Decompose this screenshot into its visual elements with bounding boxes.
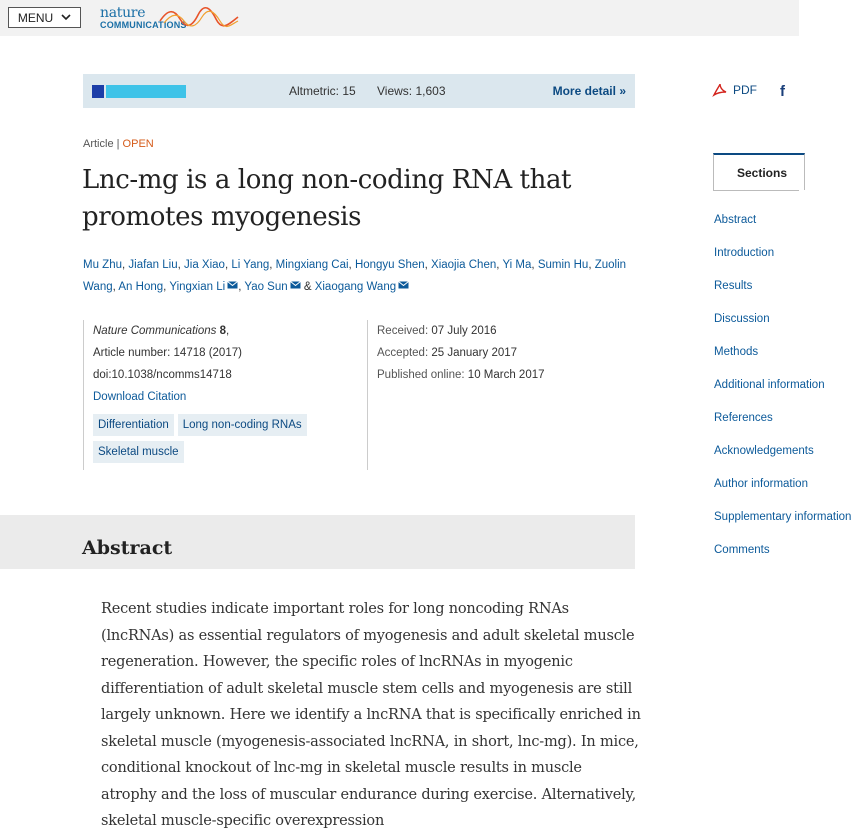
sections-tab[interactable] — [713, 153, 805, 190]
logo-nature-text: nature — [100, 5, 146, 21]
views-count: Views: 1,603 — [377, 84, 446, 98]
author-separator: , — [238, 281, 245, 293]
author-link[interactable]: Jia Xiao — [184, 259, 225, 271]
author-separator: , — [588, 259, 595, 271]
open-access-badge: OPEN — [122, 138, 154, 150]
altmetric-badge-bar — [106, 85, 186, 98]
nature-communications-logo[interactable] — [100, 5, 240, 31]
author-separator: , — [531, 259, 538, 271]
article-title: Lnc-mg is a long non-coding RNA that promotes myogenesis — [82, 165, 572, 232]
author-link[interactable]: Mu Zhu — [83, 259, 122, 271]
author-separator: , — [122, 259, 129, 271]
chevron-down-icon — [61, 14, 71, 21]
author-separator: , — [424, 259, 432, 271]
received-label: Received: — [377, 325, 429, 337]
author-link[interactable]: Yi Ma — [502, 259, 532, 271]
section-link[interactable]: References — [714, 412, 773, 424]
download-citation-link[interactable]: Download Citation — [93, 391, 187, 403]
article-type-label: Article — [83, 138, 114, 150]
email-icon[interactable] — [290, 281, 301, 289]
section-link[interactable]: Additional information — [714, 379, 825, 391]
section-link[interactable]: Acknowledgements — [714, 445, 814, 457]
section-link[interactable]: Author information — [714, 478, 808, 490]
article-metrics-bar — [83, 74, 635, 108]
abstract-text: Recent studies indicate important roles for long noncoding RNAs (lncRNAs) as essential regulators of myogenesis and adult skeletal muscle regeneration. However, the specific roles of lncRNAs in myogenic differentiation of adult skeletal muscle stem cells and myogenesis are still largely unknown. Here we identify a lncRNA that is specifically enriched in skeletal muscle (myogenesis-associated lncRNA, in short, lnc-mg). In mice, conditional knockout of lnc-mg in skeletal muscle results in muscle atrophy and the loss of muscular endurance during exercise. Alternatively, skeletal muscle-specific overexpression — [101, 601, 641, 829]
author-link[interactable]: Zuolin Wang — [83, 259, 627, 293]
sections-tab-label: Sections — [737, 165, 788, 180]
author-link[interactable]: Li Yang — [231, 259, 270, 271]
logo-communications-text: COMMUNICATIONS — [100, 20, 187, 30]
email-icon[interactable] — [398, 281, 409, 289]
section-link[interactable]: Comments — [714, 544, 770, 556]
top-bar — [0, 0, 799, 36]
menu-button[interactable] — [8, 7, 81, 28]
section-link[interactable]: Abstract — [714, 214, 757, 226]
altmetric-score: Altmetric: 15 — [289, 84, 356, 98]
author-separator: , — [269, 259, 276, 271]
accepted-date — [377, 342, 545, 364]
author-list — [83, 254, 628, 298]
published-label: Published online: — [377, 369, 465, 381]
author-link[interactable]: Jiafan Liu — [128, 259, 178, 271]
logo-wave-icon — [160, 7, 238, 29]
received-date — [377, 320, 545, 342]
author-separator: , — [177, 259, 185, 271]
journal-line — [93, 320, 367, 342]
subject-tags — [93, 414, 338, 463]
accepted-label: Accepted: — [377, 347, 429, 359]
double-chevron-right-icon: » — [619, 84, 626, 98]
article-number: Article number: 14718 (2017) — [93, 347, 242, 359]
author-link[interactable]: Hongyu Shen — [354, 259, 425, 271]
article-type — [83, 138, 154, 150]
citation-info — [83, 320, 368, 470]
subject-tag[interactable]: Differentiation — [93, 414, 174, 436]
author-separator: , — [348, 259, 355, 271]
journal-volume-suffix: , — [225, 325, 230, 337]
author-link[interactable]: Sumin Hu — [537, 259, 589, 271]
article-type-separator: | — [116, 138, 120, 150]
publication-dates — [377, 320, 545, 386]
author-separator: , — [163, 281, 170, 293]
more-detail-link[interactable] — [553, 84, 626, 98]
published-date — [377, 364, 545, 386]
email-icon[interactable] — [227, 281, 238, 289]
facebook-glyph: f — [780, 83, 785, 100]
author-separator: , — [224, 259, 232, 271]
abstract-heading: Abstract — [82, 537, 173, 559]
author-separator: & — [300, 281, 315, 293]
author-link[interactable]: Yingxian Li — [169, 281, 226, 293]
section-link[interactable]: Results — [714, 280, 753, 292]
section-link[interactable]: Introduction — [714, 247, 775, 259]
altmetric-badge-dark — [92, 85, 104, 98]
published-value: 10 March 2017 — [467, 369, 545, 381]
pdf-label: PDF — [733, 83, 757, 97]
journal-volume: 8 — [219, 325, 226, 337]
pdf-icon — [712, 83, 728, 97]
pdf-download-link[interactable] — [712, 83, 757, 97]
sections-nav — [714, 209, 851, 572]
section-link[interactable]: Discussion — [714, 313, 770, 325]
author-link[interactable]: Mingxiang Cai — [275, 259, 349, 271]
journal-name: Nature Communications — [93, 325, 217, 337]
facebook-share-icon[interactable] — [780, 83, 794, 99]
author-link[interactable]: Yao Sun — [244, 281, 288, 293]
sections-divider — [713, 190, 799, 191]
author-link[interactable]: Xiaojia Chen — [431, 259, 497, 271]
author-separator: , — [112, 281, 119, 293]
section-link[interactable]: Supplementary information — [714, 511, 851, 523]
doi: doi:10.1038/ncomms14718 — [93, 369, 232, 381]
author-separator: , — [496, 259, 503, 271]
altmetric-badge[interactable] — [92, 85, 186, 98]
menu-label: MENU — [17, 10, 54, 25]
accepted-value: 25 January 2017 — [431, 347, 518, 359]
subject-tag[interactable]: Skeletal muscle — [93, 441, 184, 463]
received-value: 07 July 2016 — [431, 325, 497, 337]
more-detail-label: More detail — [552, 84, 616, 98]
author-link[interactable]: An Hong — [118, 281, 164, 293]
author-link[interactable]: Xiaogang Wang — [314, 281, 397, 293]
section-link[interactable]: Methods — [714, 346, 759, 358]
subject-tag[interactable]: Long non-coding RNAs — [178, 414, 307, 436]
